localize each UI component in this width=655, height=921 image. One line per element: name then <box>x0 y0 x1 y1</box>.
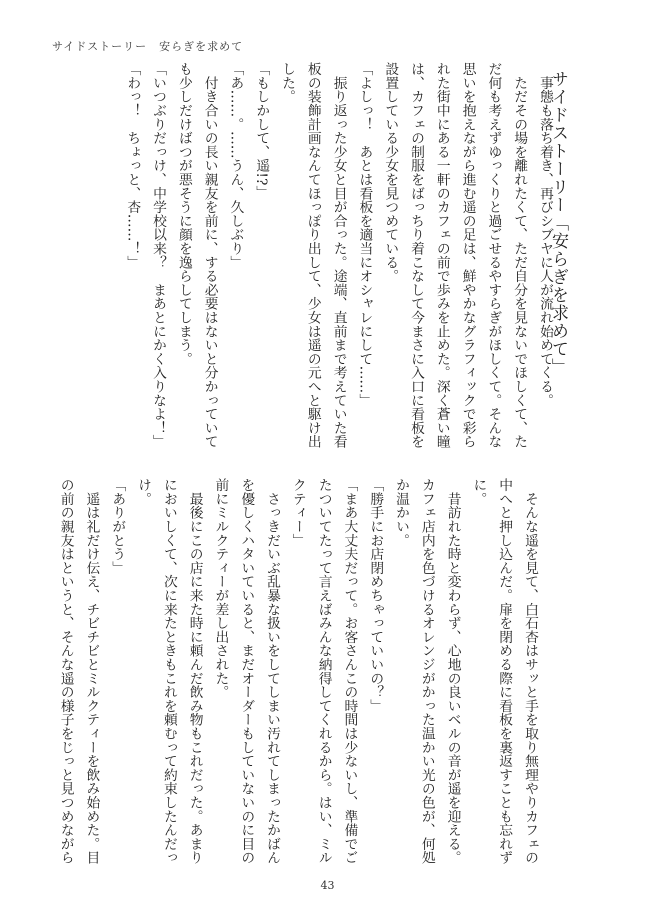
text-line: した。 <box>279 62 296 104</box>
text-line: 遥は礼だけ伝え、チビチビとミルクティーを飲み始めた。目 <box>83 478 100 865</box>
text-line: け。 <box>135 478 152 506</box>
chapter-title: サイドストーリー「安らぎを求めて」 <box>548 70 568 376</box>
text-line: 「いつぶりだっけ、中学校以来？ まあとにかく入りなよ！」 <box>150 62 167 449</box>
text-line: においしくて、次に来たときもこれを頼むって約束したんだっ <box>160 478 177 865</box>
text-line: そんな遥を見て、白石杏はサッと手を取り無理やりカフェの <box>522 478 538 865</box>
text-line: は、カフェの制服をばっちり着こなして今まさに入口に看板を <box>408 62 425 449</box>
running-header: サイドストーリー 安らぎを求めて <box>52 40 244 53</box>
text-line: ただその場を離れたくて、ただ自分を見ないでほしくて、た <box>511 62 528 449</box>
text-line: 付き合いの長い親友を前に、する必要はないと分かっていて <box>201 62 218 449</box>
text-line: 「あ……。……うん、久しぶり」 <box>227 62 244 269</box>
text-line: れた街中にある一軒のカフェの前で歩みを止めた。深く蒼い瞳 <box>433 62 450 449</box>
text-line: たついてたって言えばみんな納得してくれるから。はい、ミル <box>315 478 332 865</box>
text-line: 「まあ大丈夫だって。お客さんこの時間は少ないし、準備でご <box>341 478 358 865</box>
lower-text-block <box>52 478 542 866</box>
text-line: クティー」 <box>289 478 306 547</box>
page-number: 43 <box>320 879 335 892</box>
text-line: 「勝手にお店閉めちゃっていいの？」 <box>367 478 384 713</box>
text-line: 設置している少女を見つめている。 <box>382 62 399 283</box>
text-line: も少しだけばつが悪そうに顔を逸らしてしまう。 <box>175 62 192 366</box>
text-line: さっきだいぶ乱暴な扱いをしてしまい汚れてしまったかばん <box>264 478 281 865</box>
text-line: 事態も落ち着き、再びシブヤに人が流れ始めてくる。 <box>537 62 553 407</box>
text-line: 「わっ！ ちょっと、杏……！」 <box>124 62 141 269</box>
text-line: の前の親友はというと、そんな遥の様子をじっと見つめながら <box>57 478 74 865</box>
text-line: か温かい。 <box>393 478 410 547</box>
text-line: 板の装飾計画なんてほっぽり出して、少女は遥の元へと駆け出 <box>304 62 321 449</box>
text-line: 昔訪れた時と変わらず、心地の良いベルの音が遥を迎える。 <box>444 478 461 865</box>
text-line: 最後にこの店に来た時に頼んだ飲み物もこれだった。あまり <box>186 478 203 865</box>
text-line: カフェ店内を色づけるオレンジがかった温かい光の色が、何処 <box>418 478 435 865</box>
text-line: を優しくハタいていると、まだオーダーもしていないのに目の <box>238 478 255 865</box>
text-line: 「ありがとう」 <box>109 478 126 575</box>
text-line: 思いを抱えながら進む遥の足は、鮮やかなグラフィックで彩ら <box>459 62 476 449</box>
text-line: 「よしっ！ あとは看板を適当にオシャレにして……」 <box>356 62 373 407</box>
text-line: 中へと押し込んだ。扉を閉める際に看板を裏返すことも忘れず <box>496 478 513 865</box>
text-line: 前にミルクティーが差し出された。 <box>212 478 229 699</box>
text-line: に。 <box>470 478 487 506</box>
text-line: 「もしかして、遥!?」 <box>253 62 270 200</box>
text-line: だ何も考えずゆっくりと過ごせるやすらぎがほしくて。そんな <box>485 62 502 449</box>
upper-text-block <box>52 62 557 467</box>
text-line: 振り返った少女と目が合った。途端、直前まで考えていた看 <box>330 62 347 449</box>
